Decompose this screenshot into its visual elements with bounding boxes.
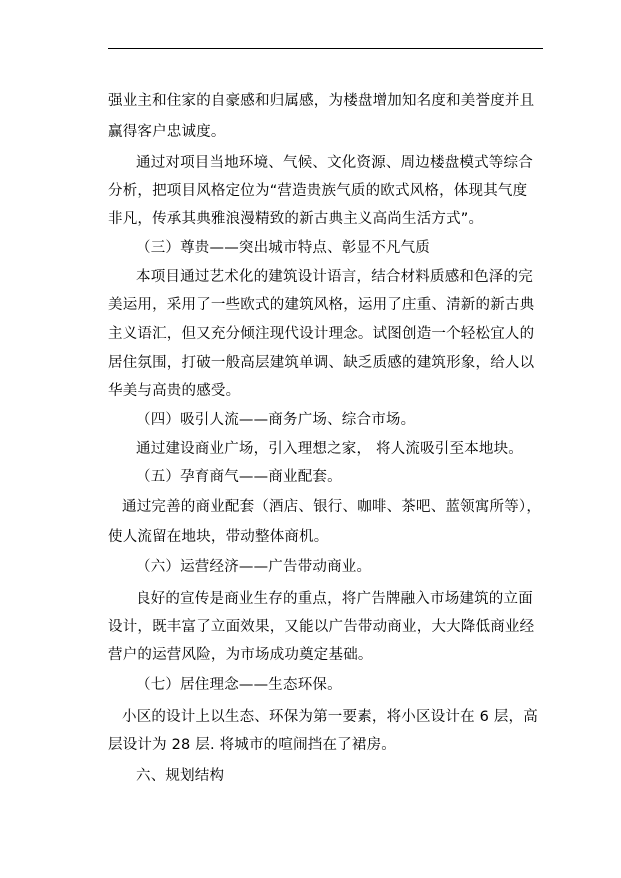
text-line: 居住氛围，打破一般高层建筑单调、缺乏质感的建筑形象，给人以 [108, 355, 535, 371]
text-line: 赢得客户忠诚度。 [108, 124, 226, 140]
text-line: 设计，既丰富了立面效果，又能以广告带动商业，大大降低商业经 [108, 619, 535, 635]
text-line: 通过完善的商业配套（酒店、银行、咖啡、茶吧、蓝领寓所等）， [122, 499, 542, 515]
text-line: 通过对项目当地环境、气候、文化资源、周边楼盘模式等综合 [136, 155, 533, 171]
text-line: 营户的运营风险，为市场成功奠定基础。 [108, 647, 373, 663]
text-line: 本项目通过艺术化的建筑设计语言，结合材料质感和色泽的完 [136, 269, 533, 285]
section-heading: （四）吸引人流——商务广场、综合市场。 [136, 412, 416, 428]
section-heading: 六、规划结构 [136, 768, 225, 784]
text-line: 良好的宣传是商业生存的重点，将广告牌融入市场建筑的立面 [136, 591, 533, 607]
text-line: 非凡，传承其典雅浪漫精致的新古典主义高尚生活方式”。 [108, 211, 484, 227]
text-line: 使人流留在地块，带动整体商机。 [108, 529, 329, 545]
text-line: 强业主和住家的自豪感和归属感，为楼盘增加知名度和美誉度并且 [108, 93, 535, 109]
text-line: 分析，把项目风格定位为“营造贵族气质的欧式风格，体现其气度 [108, 183, 528, 199]
text-line: 美运用，采用了一些欧式的建筑风格，运用了庄重、清新的新古典 [108, 297, 535, 313]
section-heading: （五）孕育商气——商业配套。 [136, 469, 342, 485]
section-heading: （六）运营经济——广告带动商业。 [136, 559, 372, 575]
text-line: 层设计为 28 层. 将城市的喧闹挡在了裙房。 [108, 737, 396, 753]
text-line: 通过建设商业广场，引入理想之家， 将人流吸引至本地块。 [136, 441, 524, 457]
text-line: 主义语汇，但又充分倾注现代设计理念。试图创造一个轻松宜人的 [108, 326, 535, 342]
section-heading: （七）居住理念——生态环保。 [136, 677, 342, 693]
text-line: 华美与高贵的感受。 [108, 383, 241, 399]
text-line: 小区的设计上以生态、环保为第一要素，将小区设计在 6 层，高 [122, 709, 538, 725]
section-heading: （三）尊贵——突出城市特点、彰显不凡气质 [136, 240, 430, 256]
